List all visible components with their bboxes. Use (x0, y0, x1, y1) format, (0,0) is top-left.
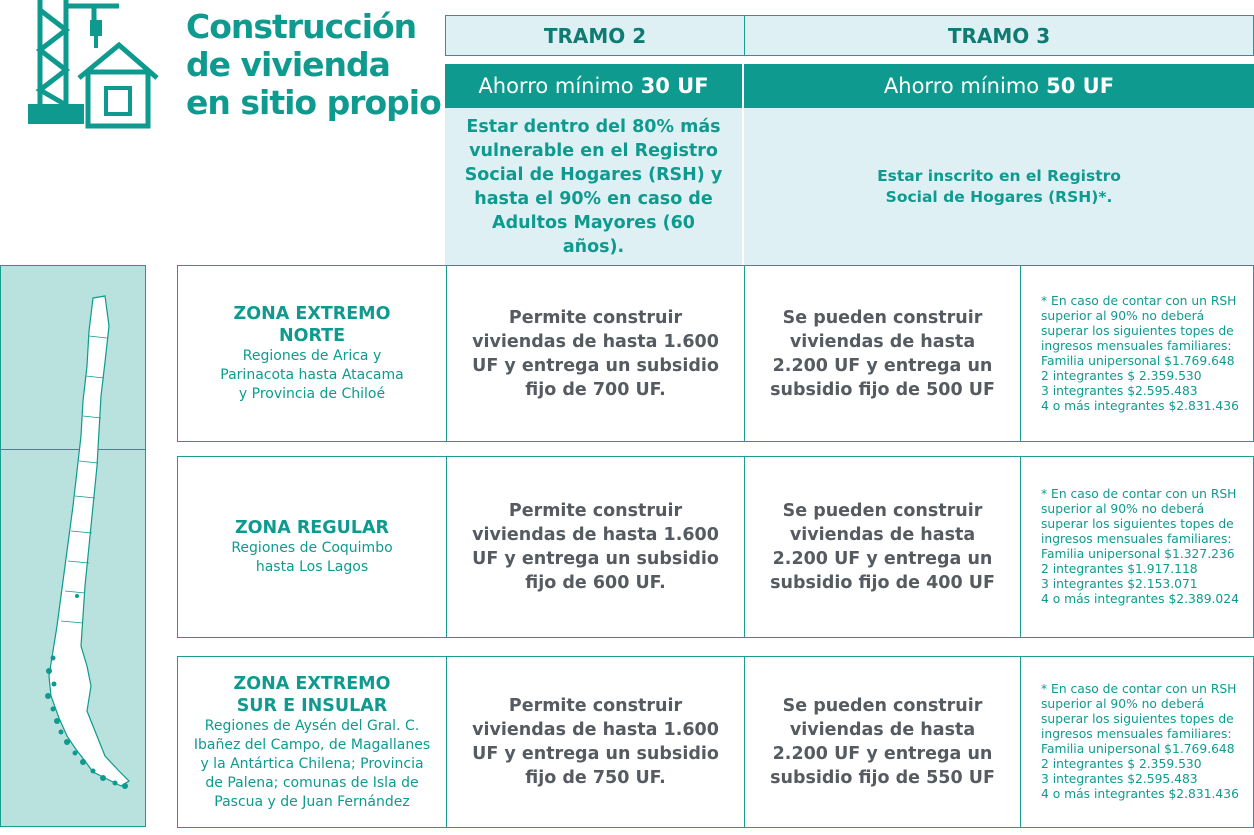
note-line: superar los siguientes topes de (1041, 517, 1234, 531)
zona-desc: Regiones de Coquimbo hasta Los Lagos (231, 540, 393, 575)
tramo-2-subsidio (447, 457, 744, 637)
page-title (186, 8, 446, 122)
note-line: superar los siguientes topes de (1041, 712, 1234, 726)
divider (1020, 657, 1021, 827)
zona-desc: Regiones de Arica y Parinacota hasta Atacama y Provincia de Chiloé (220, 348, 404, 402)
ahorro-prefix: Ahorro mínimo (883, 74, 1040, 98)
note-line: 4 o más integrantes $2.831.436 (1041, 398, 1239, 413)
note-line: 3 integrantes $2.595.483 (1041, 383, 1198, 398)
note-line: ingresos mensuales familiares: (1041, 532, 1232, 546)
note-line: 2 integrantes $1.917.118 (1041, 562, 1198, 576)
subsidio-text: Se pueden construir viviendas de hasta 2.200 UF y entrega un subsidio fijo de 400 UF (770, 501, 995, 593)
zona-name: ZONA EXTREMO SUR E INSULAR (233, 673, 391, 716)
subsidio-text: Permite construir viviendas de hasta 1.600 UF y entrega un subsidio fijo de 750 UF. (472, 696, 719, 788)
note-line: ingresos mensuales familiares: (1041, 338, 1232, 353)
note-line: * En caso de contar con un RSH (1041, 487, 1237, 501)
zona-info (178, 266, 446, 441)
chile-map-icon (1, 266, 145, 826)
zona-info (178, 457, 446, 637)
note-line: 2 integrantes $ 2.359.530 (1041, 368, 1202, 383)
tramo-2-label: TRAMO 2 (543, 23, 647, 48)
rsh-note (1041, 266, 1253, 441)
chile-map-panel (0, 265, 146, 827)
crane-house-icon (24, 0, 159, 130)
ahorro-value: 30 UF (640, 74, 709, 98)
subsidio-text: Permite construir viviendas de hasta 1.600 UF y entrega un subsidio fijo de 600 UF. (472, 501, 719, 593)
zona-row-regular (177, 456, 1254, 638)
note-line: Familia unipersonal $1.769.648 (1041, 742, 1235, 756)
note-line: ingresos mensuales familiares: (1041, 727, 1232, 741)
note-line: superior al 90% no deberá (1041, 502, 1205, 516)
zona-name: ZONA REGULAR (234, 518, 390, 538)
tramo-2-subsidio (447, 266, 744, 441)
title-line-1: Construcción (186, 7, 417, 46)
note-line: * En caso de contar con un RSH (1041, 682, 1237, 696)
subsidio-text: Se pueden construir viviendas de hasta 2.200 UF y entrega un subsidio fijo de 500 UF (770, 307, 995, 400)
divider (1020, 457, 1021, 637)
subsidio-text: Permite construir viviendas de hasta 1.600 UF y entrega un subsidio fijo de 700 UF. (472, 307, 719, 400)
note-line: 4 o más integrantes $2.389.024 (1041, 592, 1239, 606)
tramo-3-subsidio (745, 266, 1020, 441)
tramo-3-label: TRAMO 3 (947, 23, 1051, 48)
ahorro-value: 50 UF (1046, 74, 1115, 98)
tramo-3-ahorro (744, 64, 1254, 108)
tramo-3-header (744, 15, 1254, 56)
note-line: superior al 90% no deberá (1041, 308, 1205, 323)
requisito-text: Estar dentro del 80% más vulnerable en el Registro Social de Hogares (RSH) y hasta el 90% en caso de Adultos Mayores (60 años). (464, 117, 723, 257)
tramo-2-ahorro (445, 64, 742, 108)
rsh-note (1041, 457, 1253, 637)
zona-desc: Regiones de Aysén del Gral. C. Ibañez del Campo, de Magallanes y la Antártica Chilena; Provincia de Palena; comunas de Isla de Pascua y de Juan Fernández (193, 717, 431, 810)
title-line-2: de vivienda (186, 45, 390, 84)
note-line: superior al 90% no deberá (1041, 697, 1205, 711)
divider (1020, 266, 1021, 441)
ahorro-prefix: Ahorro mínimo (478, 74, 634, 98)
note-line: 2 integrantes $ 2.359.530 (1041, 757, 1202, 771)
note-line: superar los siguientes topes de (1041, 323, 1234, 338)
tramo-2-requisito (445, 108, 742, 266)
note-line: 3 integrantes $2.595.483 (1041, 772, 1198, 786)
note-line: 3 integrantes $2.153.071 (1041, 577, 1198, 591)
note-line: * En caso de contar con un RSH (1041, 293, 1237, 308)
zona-row-extremo-sur (177, 656, 1254, 828)
zona-info (178, 657, 446, 827)
tramo-2-header (445, 15, 745, 56)
requisito-text: Estar inscrito en el Registro Social de Hogares (RSH)*. (877, 167, 1121, 206)
tramo-3-subsidio (745, 657, 1020, 827)
tramo-3-subsidio (745, 457, 1020, 637)
tramo-3-requisito (744, 108, 1254, 266)
title-line-3: en sitio propio (186, 83, 441, 122)
zona-row-extremo-norte (177, 265, 1254, 442)
note-line: Familia unipersonal $1.769.648 (1041, 353, 1235, 368)
subsidio-text: Se pueden construir viviendas de hasta 2.200 UF y entrega un subsidio fijo de 550 UF (770, 696, 995, 788)
tramo-2-subsidio (447, 657, 744, 827)
note-line: 4 o más integrantes $2.831.436 (1041, 787, 1239, 801)
note-line: Familia unipersonal $1.327.236 (1041, 547, 1235, 561)
zona-name: ZONA EXTREMO NORTE (233, 304, 391, 346)
rsh-note (1041, 657, 1253, 827)
